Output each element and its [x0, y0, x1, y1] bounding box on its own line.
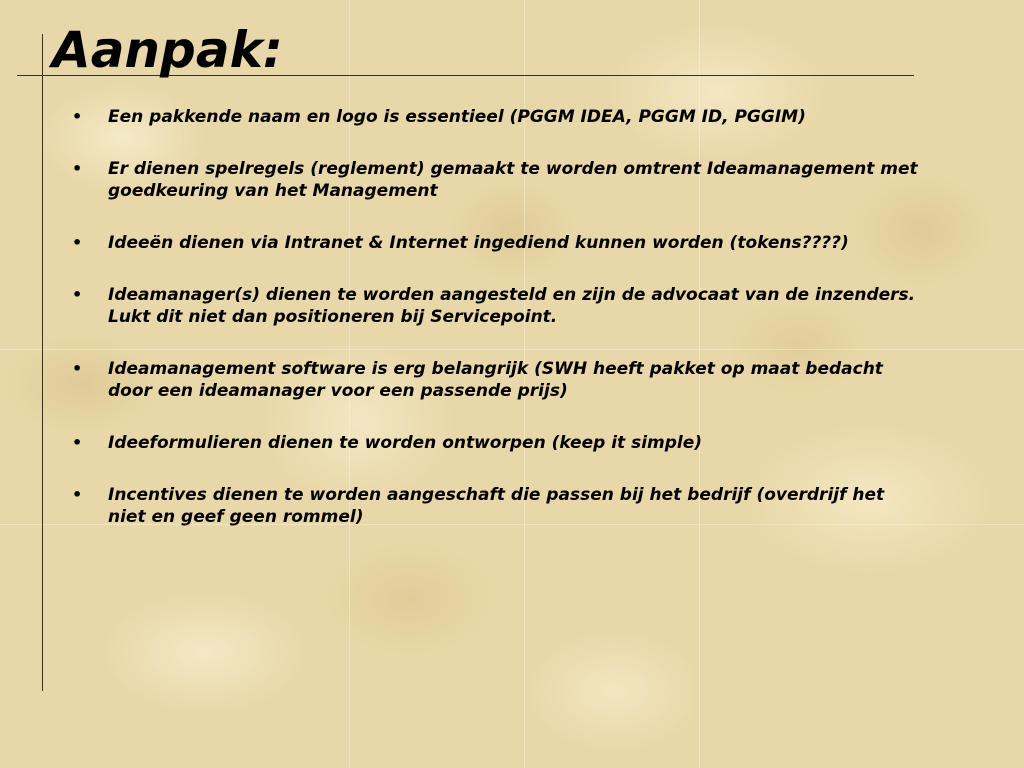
slide-title: Aanpak: — [52, 21, 283, 79]
bullet-icon: • — [72, 485, 83, 504]
bullet-icon: • — [72, 159, 83, 178]
bullet-list — [72, 106, 922, 558]
bullet-item — [72, 358, 922, 402]
bullet-text: Ideamanager(s) dienen te worden aangesteld en zijn de advocaat van de inzenders. Lukt dit niet dan positioneren bij Servicepoint. — [108, 285, 916, 327]
bullet-icon: • — [72, 107, 83, 126]
bullet-text: Er dienen spelregels (reglement) gemaakt te worden omtrent Ideamanagement met goedkeuring van het Management — [108, 159, 918, 201]
bullet-text: Ideeën dienen via Intranet & Internet ingediend kunnen worden (tokens????) — [108, 233, 849, 253]
bullet-item — [72, 432, 922, 454]
bullet-icon: • — [72, 233, 83, 252]
bullet-item — [72, 232, 922, 254]
bullet-item — [72, 158, 922, 202]
bullet-text: Ideamanagement software is erg belangrijk (SWH heeft pakket op maat bedacht door een ideamanager voor een passende prijs) — [108, 359, 883, 401]
bullet-icon: • — [72, 285, 83, 304]
bullet-text: Incentives dienen te worden aangeschaft die passen bij het bedrijf (overdrijf het niet en geef geen rommel) — [108, 485, 885, 527]
bullet-item — [72, 106, 922, 128]
bullet-icon: • — [72, 433, 83, 452]
bullet-text: Ideeformulieren dienen te worden ontworpen (keep it simple) — [108, 433, 703, 453]
bullet-icon: • — [72, 359, 83, 378]
bullet-item — [72, 484, 922, 528]
bullet-text: Een pakkende naam en logo is essentieel (PGGM IDEA, PGGM ID, PGGIM) — [108, 107, 806, 127]
vertical-rule — [42, 34, 43, 691]
bullet-item — [72, 284, 922, 328]
